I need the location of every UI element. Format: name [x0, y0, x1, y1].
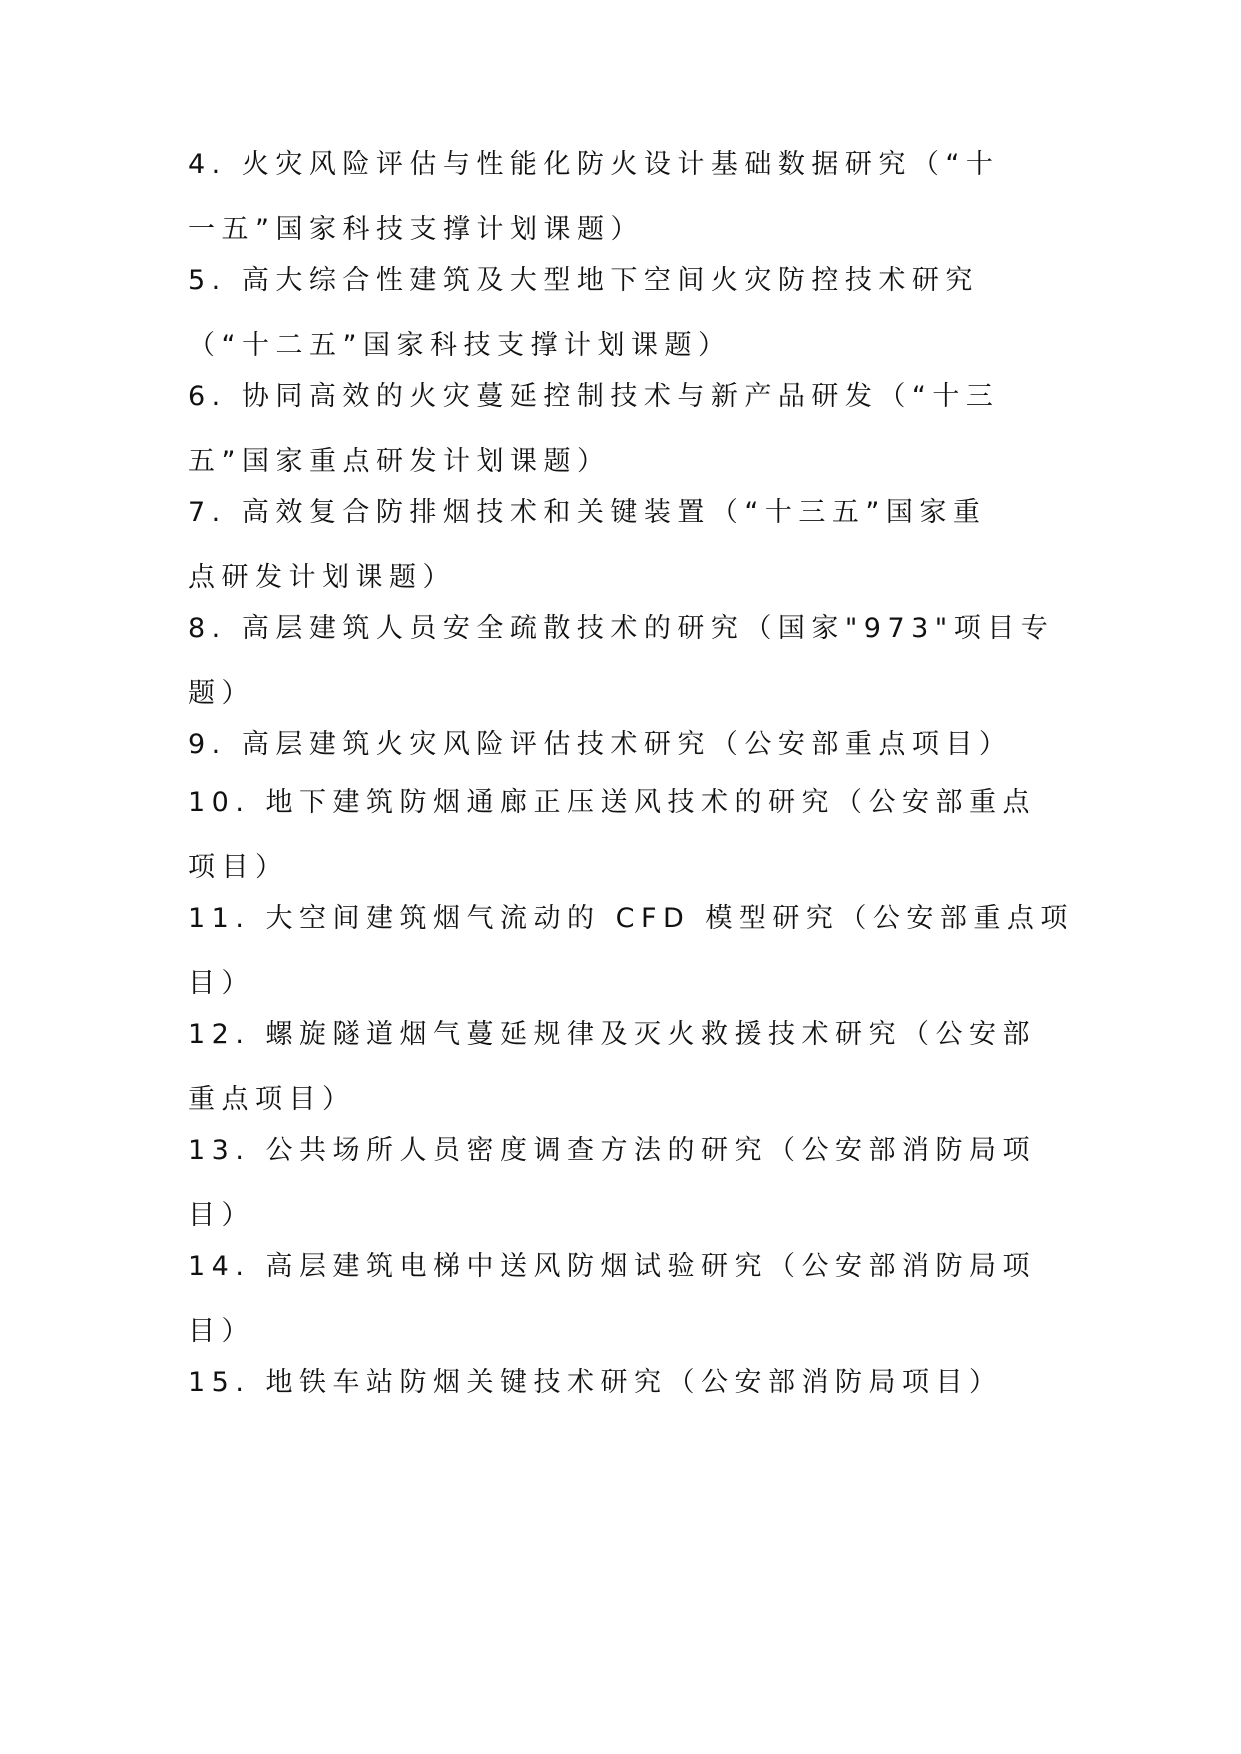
- list-item-line: 4. 火灾风险评估与性能化防火设计基础数据研究（“十: [188, 149, 1000, 180]
- list-item-13: [188, 1118, 1056, 1248]
- list-item-line: 目）: [188, 1200, 255, 1231]
- list-item-line: 6. 协同高效的火灾蔓延控制技术与新产品研发（“十三: [188, 381, 1000, 412]
- list-item-5: [188, 248, 1056, 378]
- list-item-line: 8. 高层建筑人员安全疏散技术的研究（国家"973"项目专: [188, 613, 1055, 644]
- list-item-line: （“十二五”国家科技支撑计划课题）: [188, 330, 732, 361]
- list-item-6: [188, 364, 1056, 494]
- list-item-line: 15. 地铁车站防烟关键技术研究（公安部消防局项目）: [188, 1367, 1003, 1398]
- list-item-line: 10. 地下建筑防烟通廊正压送风技术的研究（公安部重点: [188, 787, 1037, 818]
- list-item-11: [188, 886, 1074, 1016]
- list-item-line: 目）: [188, 968, 255, 999]
- list-item-line: 项目）: [188, 852, 289, 883]
- list-item-14: [188, 1234, 1056, 1364]
- list-item-line: 14. 高层建筑电梯中送风防烟试验研究（公安部消防局项: [188, 1251, 1037, 1282]
- list-item-line: 12. 螺旋隧道烟气蔓延规律及灭火救援技术研究（公安部: [188, 1019, 1037, 1050]
- list-item-4: [188, 132, 1056, 262]
- list-item-line: 重点项目）: [188, 1084, 356, 1115]
- list-item-9: [188, 712, 1056, 777]
- list-item-10: [188, 770, 1056, 900]
- list-item-line: 目）: [188, 1316, 255, 1347]
- list-item-line: 13. 公共场所人员密度调查方法的研究（公安部消防局项: [188, 1135, 1037, 1166]
- list-item-15: [188, 1350, 1056, 1415]
- list-item-8: [188, 596, 1056, 726]
- list-item-line: 11. 大空间建筑烟气流动的 CFD 模型研究（公安部重点项: [188, 903, 1074, 934]
- list-item-line: 5. 高大综合性建筑及大型地下空间火灾防控技术研究: [188, 265, 979, 296]
- list-item-line: 点研发计划课题）: [188, 562, 456, 593]
- list-item-line: 9. 高层建筑火灾风险评估技术研究（公安部重点项目）: [188, 729, 1013, 760]
- list-item-12: [188, 1002, 1056, 1132]
- list-item-line: 7. 高效复合防排烟技术和关键装置（“十三五”国家重: [188, 497, 987, 528]
- list-item-7: [188, 480, 1056, 610]
- list-item-line: 五”国家重点研发计划课题）: [188, 446, 611, 477]
- list-item-line: 一五”国家科技支撑计划课题）: [188, 214, 644, 245]
- list-item-line: 题）: [188, 678, 255, 709]
